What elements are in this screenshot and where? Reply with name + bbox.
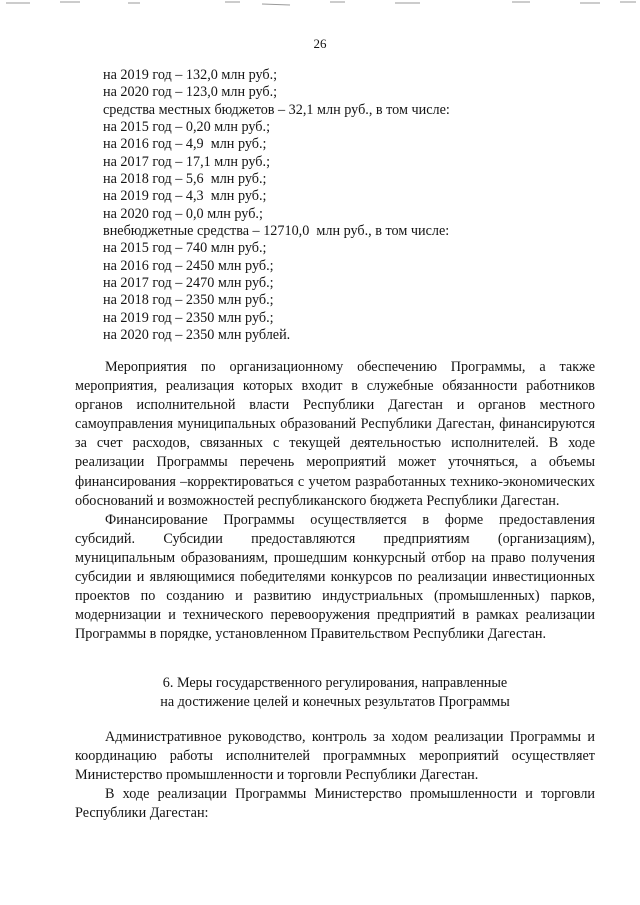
list-item: на 2019 год – 4,3 млн руб.;: [103, 188, 267, 205]
list-item: на 2017 год – 17,1 млн руб.;: [103, 153, 271, 170]
section-heading: [75, 674, 595, 712]
paragraph-organizational: Мероприятия по организационному обеспечению Программы, а также мероприятия, реализация которых входит в служебные обязанности работников органов исполнительной власти Республики Дагестан и органов местного самоуправления муниципальных образований Республики Дагестан, финансируются за счет расходов, связанных с текущей деятельностью исполнителей. В ходе реализации Программы перечень мероприятий может уточняться, а объемы финансирования –корректироваться с учетом разработанных технико-экономических обоснований и возможностей республиканского бюджета Республики Дагестан.: [75, 359, 595, 509]
financing-list: [103, 67, 603, 345]
list-item: на 2019 год – 132,0 млн руб.;: [103, 67, 278, 83]
list-item: средства местных бюджетов – 32,1 млн руб., в том числе:: [103, 101, 450, 118]
page-number: 26: [313, 36, 327, 51]
list-item: на 2015 год – 0,20 млн руб.;: [103, 119, 271, 136]
list-item: внебюджетные средства – 12710,0 млн руб., в том числе:: [103, 223, 450, 240]
list-item: на 2016 год – 4,9 млн руб.;: [103, 136, 267, 153]
scan-artifact-marks: [0, 0, 640, 14]
list-item: на 2016 год – 2450 млн руб.;: [103, 257, 274, 274]
body-section-regulation: [75, 728, 595, 823]
section-heading-line-2: на достижение целей и конечных результатов Программы: [160, 694, 510, 710]
paragraph-administrative: Административное руководство, контроль за ходом реализации Программы и координацию работы исполнителей программных мероприятий осуществляет Министерство промышленности и торговли Республики Дагестан.: [75, 729, 595, 784]
list-item: на 2020 год – 123,0 млн руб.;: [103, 84, 278, 101]
paragraph-ministry-intro: В ходе реализации Программы Министерство промышленности и торговли Республики Дагестан:: [75, 786, 595, 822]
section-heading-line-1: 6. Меры государственного регулирования, направленные: [162, 675, 508, 691]
list-item: на 2019 год – 2350 млн руб.;: [103, 309, 274, 326]
list-item: на 2020 год – 2350 млн рублей.: [103, 327, 291, 344]
paragraph-subsidies: Финансирование Программы осуществляется в форме предоставления субсидий. Субсидии предоставляются предприятиям (организациям), муниципальным образованиям, прошедшим конкурсный отбор на право получения субсидии и являющимися победителями конкурсов по реализации инвестиционных проектов по созданию и развитию индустриальных (промышленных) парков, модернизации и технического перевооружения предприятий в рамках реализации Программы в порядке, установленном Правительством Республики Дагестан.: [75, 511, 595, 643]
list-item: на 2015 год – 740 млн руб.;: [103, 240, 267, 257]
list-item: на 2017 год – 2470 млн руб.;: [103, 275, 274, 292]
body-section-financing: [75, 358, 595, 644]
list-item: на 2018 год – 5,6 млн руб.;: [103, 171, 267, 188]
list-item: на 2018 год – 2350 млн руб.;: [103, 292, 274, 309]
list-item: на 2020 год – 0,0 млн руб.;: [103, 205, 263, 222]
